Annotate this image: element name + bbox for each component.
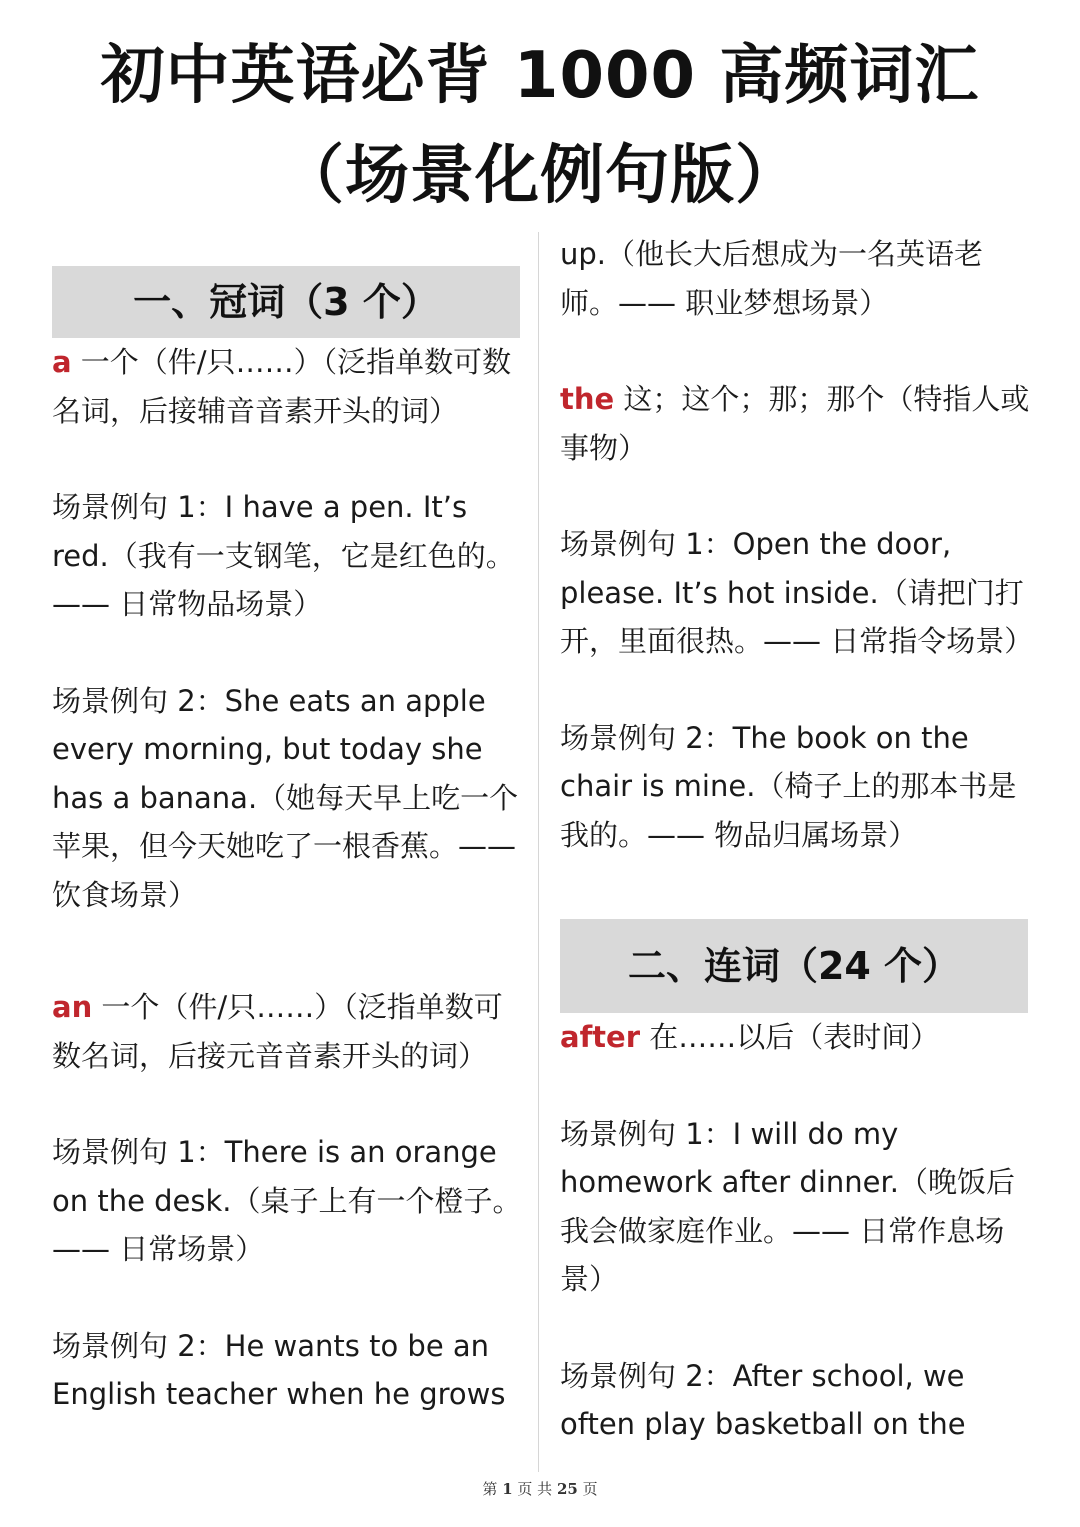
left-column xyxy=(52,230,522,1419)
section-header-articles: 一、冠词（3 个） xyxy=(52,266,520,338)
entry-the-example-2: 场景例句 2：The book on the chair is mine.（椅子上的那本书是我的。—— 物品归属场景） xyxy=(560,720,1017,852)
definition-text: 在……以后（表时间） xyxy=(640,1020,940,1054)
entry-a-example-2: 场景例句 2：She eats an apple every morning, but today she has a banana.（她每天早上吃一个苹果，但今天她吃了一根香蕉。—— 饮食场景） xyxy=(52,683,519,912)
section-header-conjunctions: 二、连词（24 个） xyxy=(560,919,1028,1013)
page-number: 1 xyxy=(502,1480,513,1498)
entry-the-example-1: 场景例句 1：Open the door, please. It’s hot inside.（请把门打开，里面很热。—— 日常指令场景） xyxy=(560,527,1034,658)
entry-an-example-1: 场景例句 1：There is an orange on the desk.（桌子上有一个橙子。—— 日常场景） xyxy=(52,1135,522,1266)
page-subtitle: （场景化例句版） xyxy=(280,139,800,213)
column-divider xyxy=(538,232,539,1472)
definition-text: 一个（件/只……）（泛指单数可数名词，后接辅音音素开头的词） xyxy=(52,345,512,428)
headword-an: an xyxy=(52,990,93,1024)
entry-a-example-1: 场景例句 1：I have a pen. It’s red.（我有一支钢笔，它是红色的。—— 日常物品场景） xyxy=(52,490,515,621)
entry-an-example-2: 场景例句 2：He wants to be an English teacher when he grows xyxy=(52,1328,506,1411)
headword-a: a xyxy=(52,345,72,379)
page-title: 初中英语必背 1000 高频词汇 xyxy=(100,39,980,113)
entry-a-definition xyxy=(52,338,522,435)
entry-after-example-2: 场景例句 2：After school, we often play basketball on the xyxy=(560,1358,966,1441)
footer-middle: 页 共 xyxy=(512,1480,557,1498)
definition-text: 一个（件/只……）（泛指单数可数名词，后接元音音素开头的词） xyxy=(52,990,503,1073)
page-footer xyxy=(0,1478,1080,1499)
entry-the-definition xyxy=(560,375,1030,472)
headword-after: after xyxy=(560,1020,641,1054)
entry-an-definition xyxy=(52,983,522,1080)
entry-after-example-1: 场景例句 1：I will do my homework after dinner.（晚饭后我会做家庭作业。—— 日常作息场景） xyxy=(560,1116,1015,1296)
page-total: 25 xyxy=(556,1480,578,1498)
right-column xyxy=(560,230,1034,1449)
continued-example: up.（他长大后想成为一名英语老师。—— 职业梦想场景） xyxy=(560,237,984,320)
entry-after-definition xyxy=(560,1013,1030,1062)
headword-the: the xyxy=(560,382,615,416)
footer-suffix: 页 xyxy=(577,1480,598,1498)
footer-prefix: 第 xyxy=(482,1480,503,1498)
definition-text: 这；这个；那；那个（特指人或事物） xyxy=(560,382,1030,465)
